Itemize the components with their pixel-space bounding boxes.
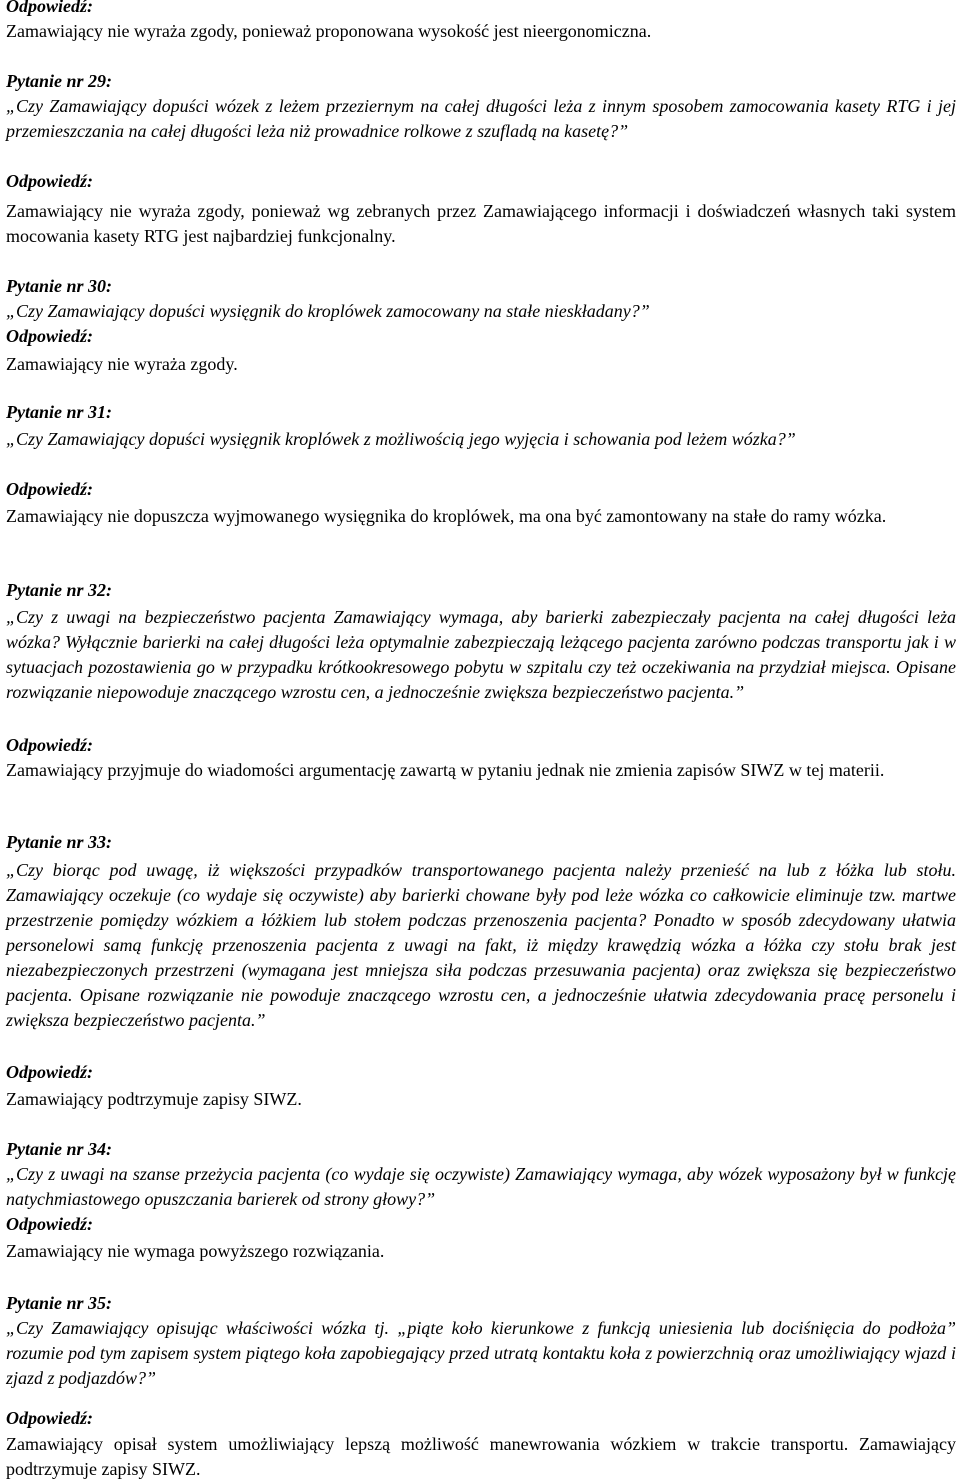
answer-label: Odpowiedź:: [6, 479, 93, 499]
answer-label: Odpowiedź:: [6, 171, 93, 191]
answer-30-text: Zamawiający nie wyraża zgody.: [6, 354, 238, 374]
answer-label: Odpowiedź:: [6, 1214, 93, 1234]
answer-32-text: Zamawiający przyjmuje do wiadomości argumentację zawartą w pytaniu jednak nie zmienia zapisów SIWZ w tej materii.: [6, 760, 885, 780]
question-29-text: „Czy Zamawiający dopuści wózek z leżem przeziernym na całej długości leża z innym sposobem zamocowania kasety RTG i jej przemieszczania na całej długości leża niż prowadnice rolkowe z szufladą na kasetę?”: [6, 96, 956, 141]
answer-label: Odpowiedź:: [6, 1062, 93, 1082]
question-32-text: „Czy z uwagi na bezpieczeństwo pacjenta Zamawiający wymaga, aby barierki zabezpieczały pacjenta na całej długości leża wózka? Wyłącznie barierki na całej długości leża optymalnie zabezpieczają leżącego pacjenta zarówno podczas transportu jak i w sytuacjach pozostawienia go w przypadku krótkookresowego pobytu w szpitalu czy też oczekiwania na przydział miejsca. Opisane rozwiązanie niepowoduje znaczącego wzrostu cen, a jednocześnie zwiększa bezpieczeństwo pacjenta.”: [6, 607, 956, 702]
answer-34-text: Zamawiający nie wymaga powyższego rozwiązania.: [6, 1241, 385, 1261]
question-32-title: Pytanie nr 32:: [6, 580, 112, 600]
answer-label: Odpowiedź:: [6, 735, 93, 755]
answer-28-text: Zamawiający nie wyraża zgody, ponieważ proponowana wysokość jest nieergonomiczna.: [6, 21, 652, 41]
question-31-title: Pytanie nr 31:: [6, 402, 112, 422]
answer-35-text: Zamawiający opisał system umożliwiający lepszą możliwość manewrowania wózkiem w trakcie transportu. Zamawiający podtrzymuje zapisy SIWZ.: [6, 1434, 956, 1479]
question-30-text: „Czy Zamawiający dopuści wysięgnik do kroplówek zamocowany na stałe nieskładany?”: [6, 301, 650, 321]
answer-29-text: Zamawiający nie wyraża zgody, ponieważ wg zebranych przez Zamawiającego informacji i doświadczeń własnych taki system mocowania kasety RTG jest najbardziej funkcjonalny.: [6, 201, 956, 246]
question-34-title: Pytanie nr 34:: [6, 1139, 112, 1159]
question-35-text: „Czy Zamawiający opisując właściwości wózka tj. „piąte koło kierunkowe z funkcją uniesienia lub dociśnięcia do podłoża” rozumie pod tym zapisem system piątego koła zapobiegający przed utratą kontaktu koła z powierzchnią oraz umożliwiający wjazd i zjazd z podjazdów?”: [6, 1318, 956, 1388]
question-31-text: „Czy Zamawiający dopuści wysięgnik kroplówek z możliwością jego wyjęcia i schowania pod leżem wózka?”: [6, 429, 796, 449]
question-34-text: „Czy z uwagi na szanse przeżycia pacjenta (co wydaje się oczywiste) Zamawiający wymaga, aby wózek wyposażony był w funkcję natychmiastowego opuszczania barierek od strony głowy?”: [6, 1164, 956, 1209]
answer-label: Odpowiedź:: [6, 326, 93, 346]
answer-label: Odpowiedź:: [6, 0, 93, 16]
question-29-title: Pytanie nr 29:: [6, 71, 112, 91]
question-33-title: Pytanie nr 33:: [6, 832, 112, 852]
answer-label: Odpowiedź:: [6, 1408, 93, 1428]
question-30-title: Pytanie nr 30:: [6, 276, 112, 296]
answer-31-text: Zamawiający nie dopuszcza wyjmowanego wysięgnika do kroplówek, ma ona być zamontowany na stałe do ramy wózka.: [6, 506, 887, 526]
question-33-text: „Czy biorąc pod uwagę, iż większości przypadków transportowanego pacjenta należy przenieść na lub z łóżka lub stołu. Zamawiający oczekuje (co wydaje się oczywiste) aby barierki chowane były pod leże wózka co całkowicie eliminuje tzw. martwe przestrzenie pomiędzy wózkiem a łóżkiem lub stołem podczas przenoszenia pacjenta? Ponadto w sposób zdecydowany ułatwia personelowi samą funkcję przenoszenia pacjenta z uwagi na fakt, iż między krawędzią wózka a łóżka czy stołu brak jest niezabezpieczonych przestrzeni (wymagana jest mniejsza siła podczas przesuwania pacjenta) oraz zwiększa się bezpieczeństwo pacjenta. Opisane rozwiązanie nie powoduje znaczącego wzrostu cen, a jednocześnie ułatwia zdecydowania pracę personelu i zwiększa bezpieczeństwo pacjenta.”: [6, 860, 956, 1030]
answer-33-text: Zamawiający podtrzymuje zapisy SIWZ.: [6, 1089, 302, 1109]
question-35-title: Pytanie nr 35:: [6, 1293, 112, 1313]
